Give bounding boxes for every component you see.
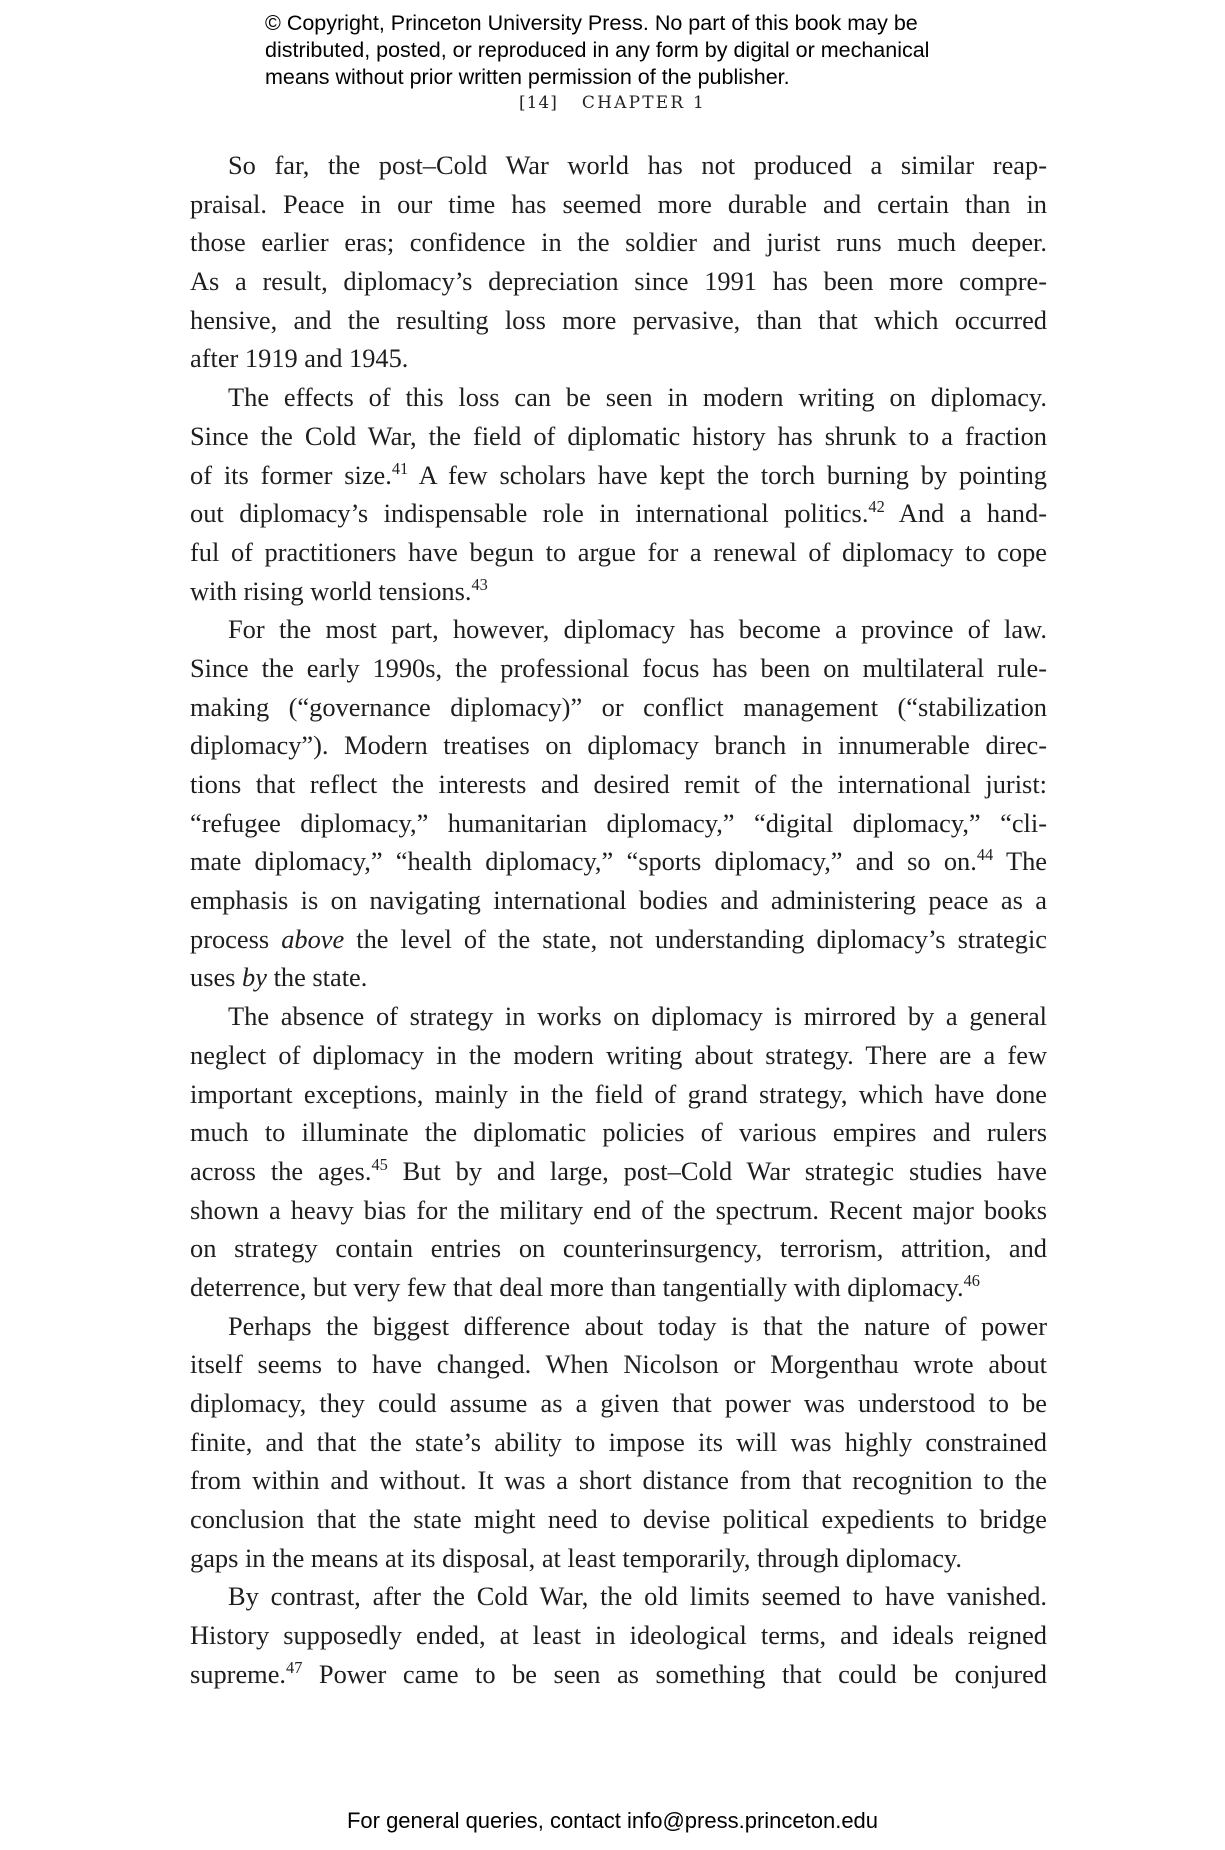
text-line: finite, and that the state’s ability to impose its will was highly constrained bbox=[190, 1426, 1047, 1457]
text-line: hensive, and the resulting loss more pervasive, than that which occurred bbox=[190, 304, 1047, 335]
text-line: Perhaps the biggest difference about today is that the nature of power bbox=[228, 1310, 1047, 1341]
text-line: For the most part, however, diplomacy has become a province of law. bbox=[228, 614, 1047, 645]
text-line: ful of practitioners have begun to argue for a renewal of diplomacy to cope bbox=[190, 536, 1047, 567]
copyright-line: distributed, posted, or reproduced in any form by digital or mechanical bbox=[265, 38, 930, 62]
text-line: of its former size.$^{41}$ A few scholars have kept the torch burning by pointing bbox=[190, 458, 1048, 490]
footnote-ref[interactable]: 45 bbox=[371, 1154, 388, 1174]
text-line: As a result, diplomacy’s depreciation since 1991 has been more compre- bbox=[190, 266, 1047, 297]
text-line: deterrence, but very few that deal more than tangentially with diplomacy.$^{46}$ bbox=[190, 1270, 980, 1302]
body-text bbox=[190, 146, 1047, 1694]
text-line: praisal. Peace in our time has seemed more durable and certain than in bbox=[190, 188, 1047, 219]
text-line: emphasis is on navigating international bodies and administering peace as a bbox=[190, 885, 1047, 916]
text-line: after 1919 and 1945. bbox=[190, 343, 409, 374]
text-line: itself seems to have changed. When Nicolson or Morgenthau wrote about bbox=[190, 1349, 1047, 1380]
text-line: The effects of this loss can be seen in modern writing on diplomacy. bbox=[228, 382, 1047, 413]
text-line: shown a heavy bias for the military end of the spectrum. Recent major books bbox=[190, 1194, 1047, 1225]
text-line: conclusion that the state might need to devise political expedients to bridge bbox=[190, 1504, 1047, 1535]
text-line: diplomacy”). Modern treatises on diplomacy branch in innumerable direc- bbox=[190, 730, 1047, 761]
contact-footer: For general queries, contact info@press.princeton.edu bbox=[346, 1808, 879, 1833]
text-line: mate diplomacy,” “health diplomacy,” “sports diplomacy,” and so on.$^{44}$ The bbox=[190, 845, 1047, 877]
text-line: History supposedly ended, at least in ideological terms, and ideals reigned bbox=[190, 1620, 1047, 1651]
chapter-label: CHAPTER 1 bbox=[581, 93, 707, 113]
text-line: Since the early 1990s, the professional focus has been on multilateral rule- bbox=[190, 652, 1047, 683]
text-line: making (“governance diplomacy)” or conflict management (“stabilization bbox=[190, 691, 1047, 722]
text-line: process above the level of the state, not understanding diplomacy’s strategic bbox=[190, 923, 1047, 954]
emphasis-by: by bbox=[242, 962, 267, 993]
text-line: “refugee diplomacy,” humanitarian diplomacy,” “digital diplomacy,” “cli- bbox=[190, 807, 1047, 838]
text-line: across the ages.$^{45}$ But by and large, post–Cold War strategic studies have bbox=[190, 1154, 1047, 1186]
page-number: [14] bbox=[518, 93, 558, 113]
text-line: tions that reflect the interests and desired remit of the international jurist: bbox=[190, 769, 1047, 799]
text-line: with rising world tensions.$^{43}$ bbox=[190, 574, 488, 606]
emphasis-above: above bbox=[281, 923, 345, 954]
footnote-ref[interactable]: 46 bbox=[963, 1270, 980, 1290]
footnote-ref[interactable]: 42 bbox=[868, 497, 885, 517]
text-line: those earlier eras; confidence in the soldier and jurist runs much deeper. bbox=[190, 227, 1047, 258]
copyright-line: means without prior written permission of the publisher. bbox=[265, 65, 790, 89]
footnote-ref[interactable]: 47 bbox=[286, 1657, 303, 1677]
text-line: gaps in the means at its disposal, at least temporarily, through diplomacy. bbox=[190, 1542, 963, 1573]
text-line: So far, the post–Cold War world has not produced a similar reap- bbox=[228, 150, 1047, 180]
text-line: from within and without. It was a short distance from that recognition to the bbox=[190, 1465, 1047, 1496]
text-line: neglect of diplomacy in the modern writing about strategy. There are a few bbox=[190, 1039, 1047, 1070]
text-line: diplomacy, they could assume as a given that power was understood to be bbox=[190, 1388, 1047, 1418]
text-line: By contrast, after the Cold War, the old limits seemed to have vanished. bbox=[228, 1581, 1047, 1612]
text-line: The absence of strategy in works on diplomacy is mirrored by a general bbox=[228, 1001, 1047, 1032]
text-line: on strategy contain entries on counterinsurgency, terrorism, attrition, and bbox=[190, 1233, 1047, 1264]
copyright-notice bbox=[265, 10, 1025, 91]
text-line: much to illuminate the diplomatic policies of various empires and rulers bbox=[190, 1117, 1047, 1148]
text-line: important exceptions, mainly in the field of grand strategy, which have done bbox=[190, 1078, 1047, 1109]
footnote-ref[interactable]: 43 bbox=[471, 574, 488, 594]
running-head bbox=[0, 93, 1225, 113]
footnote-ref[interactable]: 41 bbox=[391, 458, 409, 478]
text-line: uses by the state. bbox=[190, 962, 368, 993]
text-line: supreme.$^{47}$ Power came to be seen as something that could be conjured bbox=[190, 1657, 1047, 1689]
footnote-ref[interactable]: 44 bbox=[976, 845, 994, 865]
text-line: out diplomacy’s indispensable role in international politics.$^{42}$ And a hand- bbox=[190, 497, 1047, 529]
text-line: Since the Cold War, the field of diplomatic history has shrunk to a fraction bbox=[190, 420, 1047, 451]
copyright-line: © Copyright, Princeton University Press. No part of this book may be bbox=[265, 11, 918, 35]
